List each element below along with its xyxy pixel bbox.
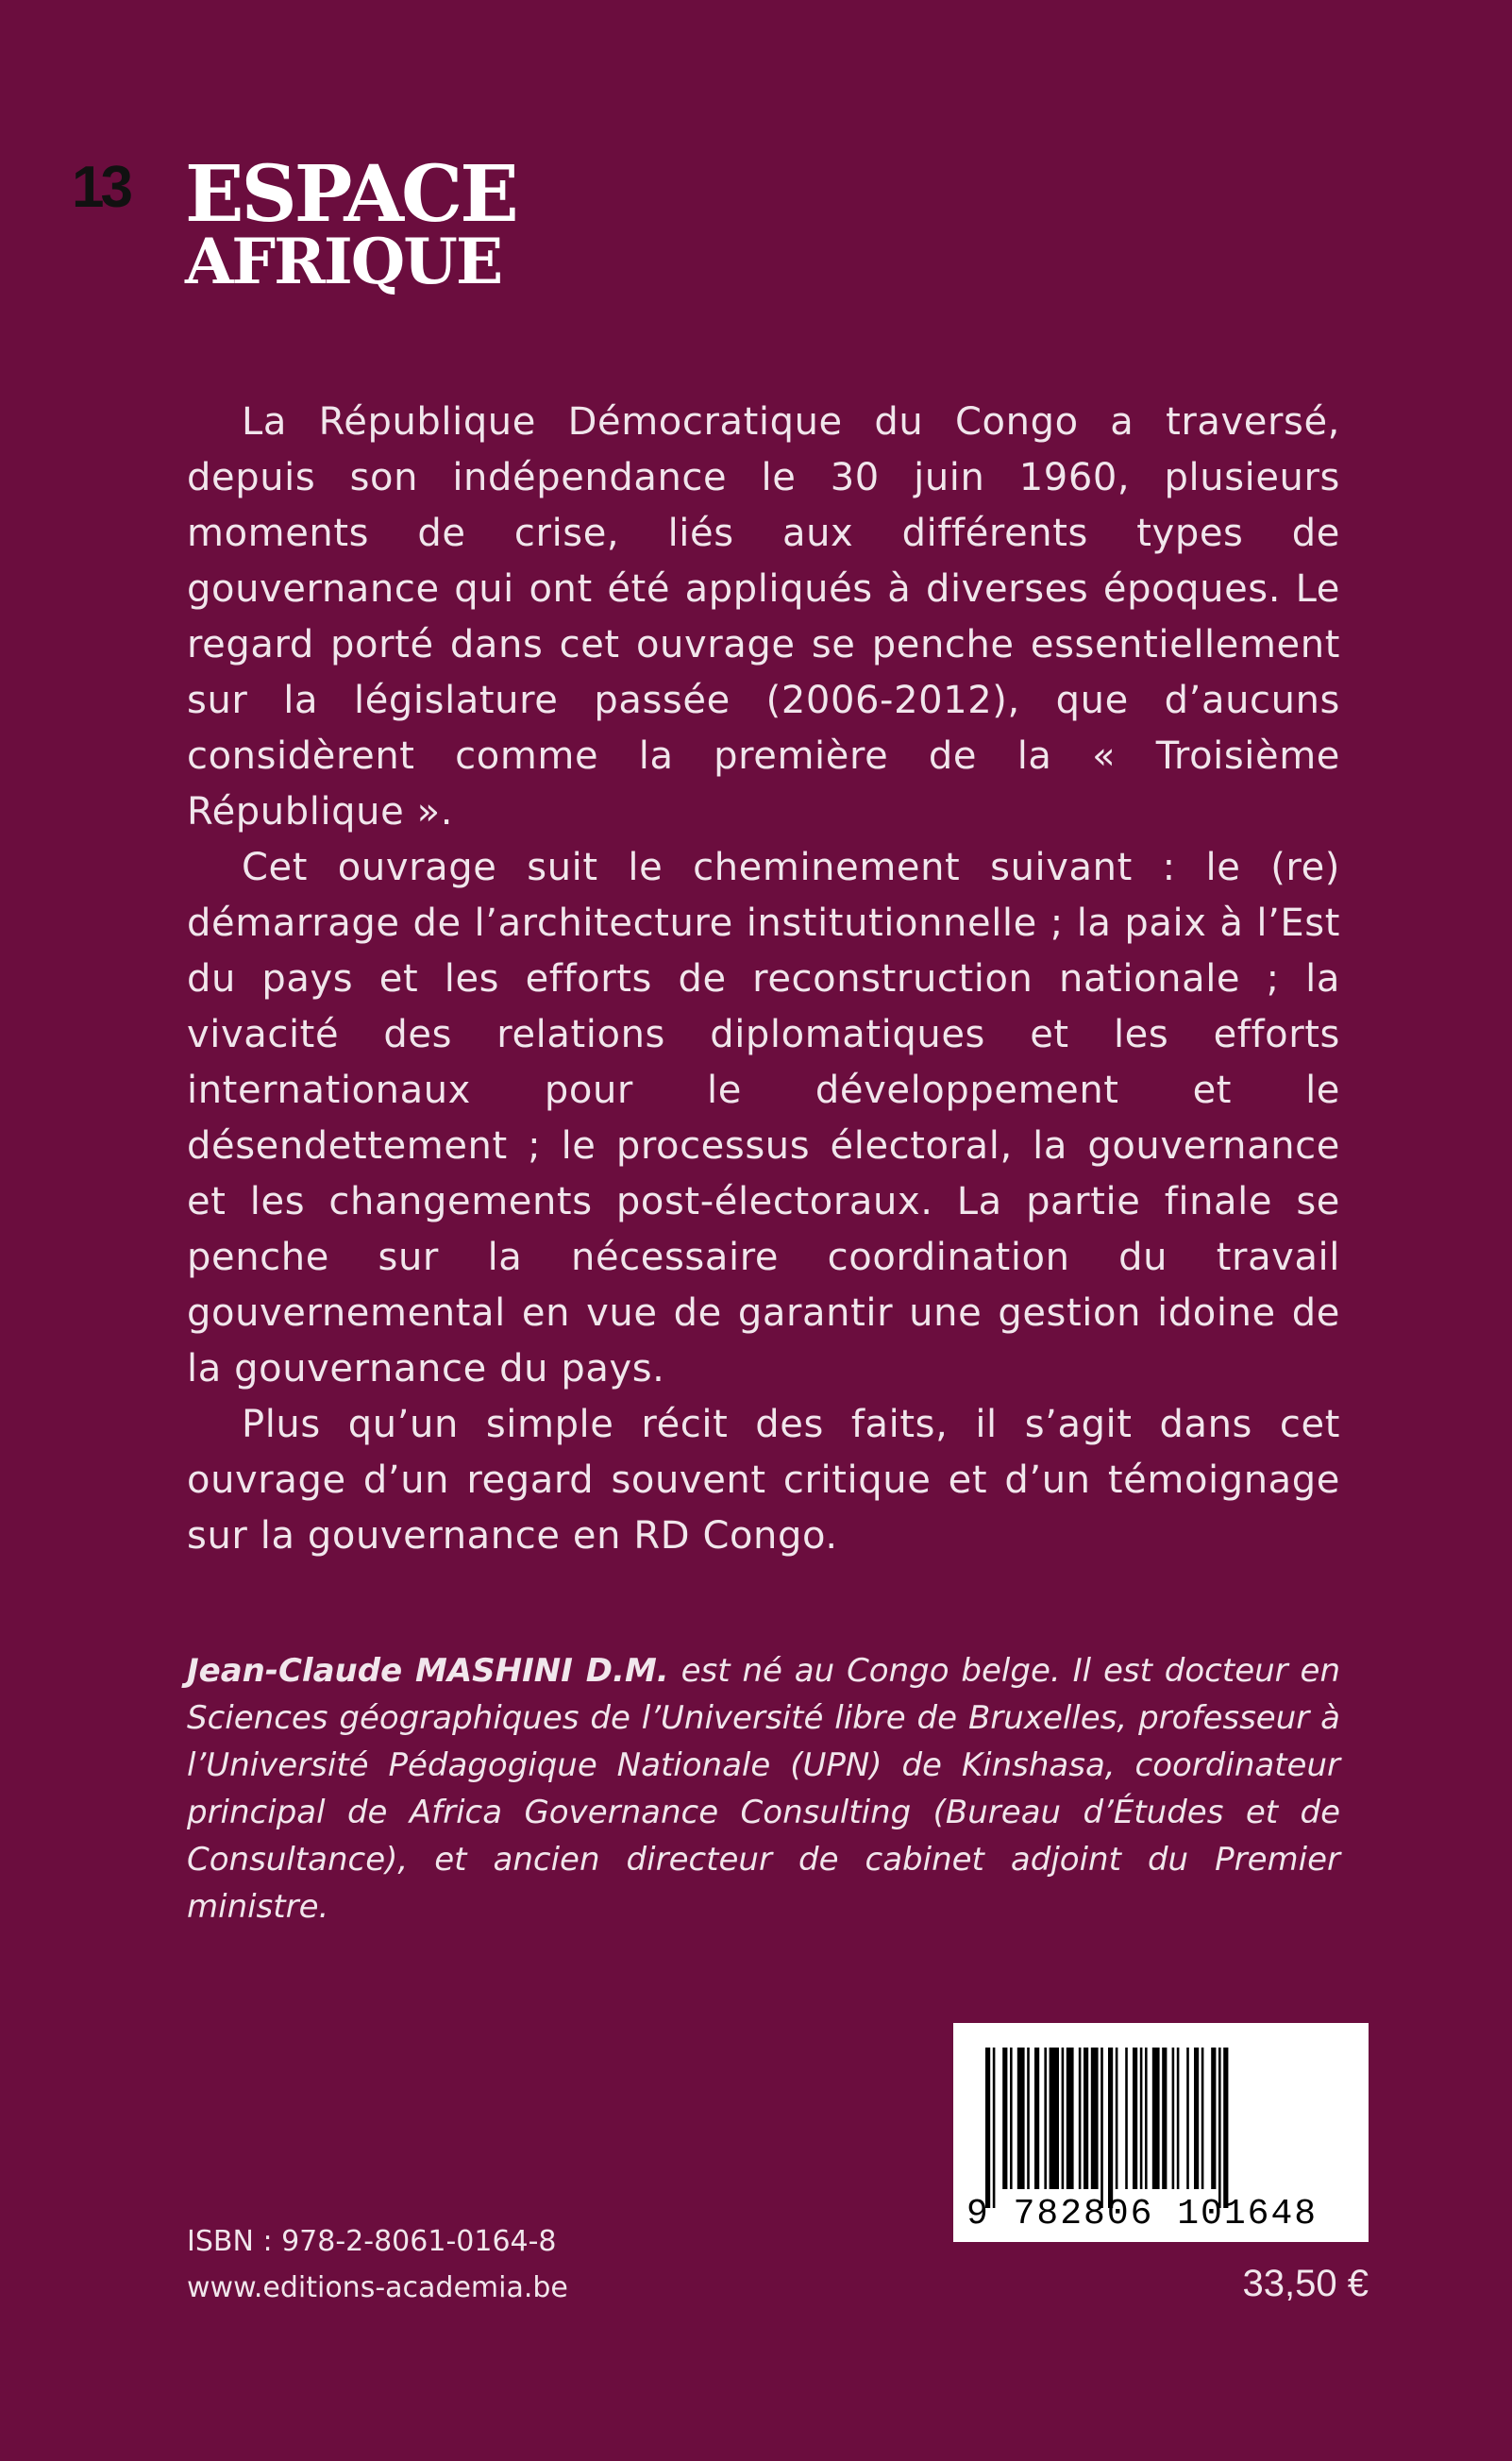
isbn: ISBN : 978-2-8061-0164-8	[187, 2225, 557, 2258]
barcode-bar	[1223, 2048, 1228, 2208]
barcode-bar	[1162, 2048, 1167, 2189]
barcode-bar	[1194, 2048, 1199, 2189]
barcode-bar	[1108, 2048, 1113, 2208]
price: 33,50 €	[1242, 2263, 1369, 2304]
barcode-bar	[1017, 2048, 1025, 2189]
barcode-bar	[1177, 2048, 1180, 2189]
blurb-paragraph: Cet ouvrage suit le cheminement suivant : le (re) démarrage de l’architecture institutionnelle ; la paix à l’Est du pays et les efforts de reconstruction nationale ; la vivacité des relations diplomatiques et les efforts internationaux pour le développement et le désendettement ; le processus électoral, la gouvernance et les changements post-électoraux. La partie finale se penche sur la nécessaire coordination du travail gouvernemental en vue de garantir une gestion idoine de la gouvernance du pays.	[187, 846, 1340, 1391]
barcode-bar	[1091, 2048, 1099, 2189]
blurb-paragraph: Plus qu’un simple récit des faits, il s’agit dans cet ouvrage d’un regard souvent critique et d’un témoignage sur la gouvernance en RD Congo.	[187, 1403, 1340, 1558]
barcode-bar	[1079, 2048, 1082, 2189]
barcode-bar	[1125, 2048, 1128, 2189]
series-number: 13	[72, 155, 129, 220]
author-name: Jean-Claude MASHINI D.M.	[187, 1652, 669, 1690]
blurb-paragraph: La République Démocratique du Congo a traversé, depuis son indépendance le 30 juin 1960, plusieurs moments de crise, liés aux différents types de gouvernance qui ont été appliqués à diverses époques. Le regard porté dans cet ouvrage se penche essentiellement sur la législature passée (2006-2012), que d’aucuns considèrent comme la première de la « Troisième République ».	[187, 400, 1340, 834]
barcode-bar	[1067, 2048, 1074, 2189]
barcode	[953, 2023, 1369, 2242]
author-bio	[187, 1647, 1340, 1930]
barcode-bar	[1133, 2048, 1137, 2189]
series-title	[185, 149, 516, 298]
barcode-bar	[1010, 2048, 1013, 2189]
barcode-bar	[1062, 2048, 1065, 2189]
barcode-bar	[985, 2048, 990, 2208]
barcode-bar	[1145, 2048, 1148, 2189]
publisher-website: www.editions-academia.be	[187, 2271, 568, 2304]
barcode-bar	[1027, 2048, 1030, 2189]
barcode-bar	[1152, 2048, 1160, 2189]
barcode-bar	[1218, 2048, 1221, 2208]
book-blurb	[187, 395, 1340, 1564]
author-bio-text: est né au Congo belge. Il est docteur en Sciences géographiques de l’Université libre de Bruxelles, professeur à l’Université Pédagogique Nationale (UPN) de Kinshasa, coordinateur principal de Africa Governance Consulting (Bureau d’Études et de Consultance), et ancien directeur de cabinet adjoint du Premier ministre.	[187, 1652, 1340, 1926]
barcode-bar	[1100, 2048, 1103, 2208]
barcode-bar	[1044, 2048, 1047, 2189]
barcode-bar	[1002, 2048, 1007, 2189]
barcode-bar	[1211, 2048, 1216, 2189]
barcode-bar	[1172, 2048, 1175, 2189]
barcode-digits: 9 782806 101648	[966, 2194, 1319, 2234]
barcode-bar	[1201, 2048, 1204, 2189]
barcode-bar	[1140, 2048, 1143, 2189]
series-title-line2: AFRIQUE	[185, 224, 502, 298]
barcode-bar	[1034, 2048, 1039, 2189]
series-title-line1: ESPACE	[185, 149, 516, 240]
barcode-bar	[1116, 2048, 1118, 2189]
barcode-bar	[1186, 2048, 1189, 2189]
barcode-bar	[1084, 2048, 1088, 2189]
barcode-bar	[993, 2048, 996, 2208]
barcode-bar	[1050, 2048, 1059, 2189]
